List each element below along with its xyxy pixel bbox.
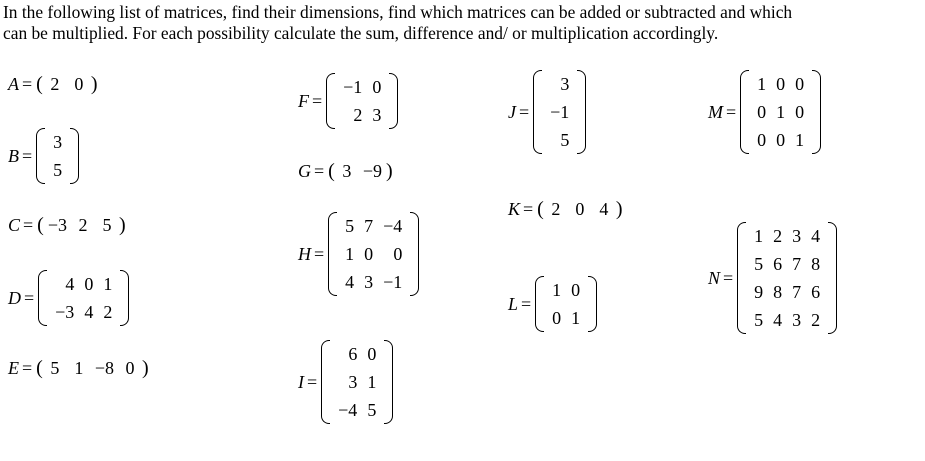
- matrix-grid: [337, 212, 410, 296]
- matrix-entry: 2: [103, 302, 113, 322]
- right-bracket: [812, 70, 821, 154]
- right-bracket: [389, 73, 398, 129]
- matrix-entry: 2: [78, 215, 88, 235]
- matrix-name: C: [8, 215, 21, 235]
- matrix-entry: 4: [84, 302, 94, 322]
- matrix-entry: −1: [343, 77, 363, 97]
- problem-statement-line-2: can be multiplied. For each possibility calculate the sum, difference and/ or multiplication accordingly.: [3, 23, 719, 43]
- matrix-grid: [749, 70, 812, 154]
- matrix-I: [298, 340, 393, 424]
- equals-sign: =: [521, 293, 532, 314]
- matrix-entry: 0: [74, 74, 84, 94]
- bracketed-matrix: [737, 222, 837, 334]
- matrix-entry: 3: [560, 74, 570, 94]
- matrix-entry: 4: [811, 226, 821, 246]
- left-parenthesis: (: [537, 198, 544, 220]
- matrix-entry: 0: [552, 308, 562, 328]
- right-parenthesis: ): [119, 214, 126, 236]
- matrix-entry: 0: [372, 77, 382, 97]
- right-bracket: [828, 222, 837, 334]
- matrix-entry: 8: [811, 254, 821, 274]
- equals-sign: =: [726, 101, 737, 122]
- matrix-entry: 3: [342, 161, 352, 181]
- matrix-entry: −1: [383, 272, 403, 292]
- matrix-entry: 0: [367, 344, 377, 364]
- matrix-entry: 3: [372, 105, 382, 125]
- matrix-entry: 0: [795, 102, 805, 122]
- matrix-entry: −1: [550, 102, 570, 122]
- left-bracket: [321, 340, 330, 424]
- matrix-entry: −3: [47, 215, 67, 235]
- row-vector: [36, 73, 97, 96]
- matrix-name: F: [298, 90, 309, 111]
- matrix-entry: 1: [345, 244, 355, 264]
- matrix-entry: 4: [599, 199, 609, 219]
- matrix-entry: 1: [795, 130, 805, 150]
- matrix-A: [8, 73, 98, 96]
- matrix-name: D: [8, 287, 21, 308]
- matrix-entry: 1: [571, 308, 581, 328]
- matrix-grid: [330, 340, 384, 424]
- equals-sign: =: [22, 145, 33, 166]
- matrix-entry: 0: [795, 74, 805, 94]
- equals-sign: =: [519, 101, 530, 122]
- matrix-entry: 0: [757, 102, 767, 122]
- matrix-entry: 5: [345, 216, 355, 236]
- left-parenthesis: (: [328, 160, 335, 182]
- bracketed-matrix: [740, 70, 821, 154]
- matrix-N: [708, 222, 837, 334]
- equals-sign: =: [22, 358, 33, 378]
- right-bracket: [588, 276, 597, 332]
- matrix-entry: 0: [125, 358, 135, 378]
- matrix-entry: 5: [102, 215, 112, 235]
- left-bracket: [36, 128, 45, 184]
- matrix-name: J: [508, 101, 516, 122]
- matrix-entry: −3: [55, 302, 75, 322]
- matrix-entry: 7: [792, 254, 802, 274]
- matrix-name: M: [708, 101, 723, 122]
- right-parenthesis: ): [141, 357, 149, 379]
- left-bracket: [533, 70, 542, 154]
- matrix-entry: 1: [367, 372, 377, 392]
- matrix-J: [508, 70, 586, 154]
- equals-sign: =: [22, 74, 33, 94]
- matrix-entry: 1: [776, 102, 786, 122]
- bracketed-matrix: [321, 340, 393, 424]
- matrix-grid: [746, 222, 828, 334]
- matrix-name: K: [508, 199, 521, 219]
- matrix-entry: 3: [792, 310, 802, 330]
- matrix-entry: 5: [754, 254, 764, 274]
- matrix-entry: 1: [552, 280, 562, 300]
- matrix-E: [8, 357, 149, 380]
- bracketed-matrix: [328, 212, 419, 296]
- matrix-entry: 8: [773, 282, 783, 302]
- matrix-entry: 6: [773, 254, 783, 274]
- matrix-entry: 1: [757, 74, 767, 94]
- equals-sign: =: [24, 287, 35, 308]
- right-parenthesis: ): [385, 160, 393, 182]
- matrix-entry: 3: [792, 226, 802, 246]
- matrix-H: [298, 212, 419, 296]
- matrix-entry: 0: [776, 130, 786, 150]
- right-parenthesis: ): [615, 198, 623, 220]
- matrix-entry: 3: [364, 272, 374, 292]
- matrix-grid: [542, 70, 577, 154]
- bracketed-matrix: [326, 73, 398, 129]
- bracketed-matrix: [533, 70, 586, 154]
- right-bracket: [70, 128, 79, 184]
- matrix-entry: 0: [84, 274, 94, 294]
- row-vector: [328, 160, 393, 183]
- matrix-entry: 0: [364, 244, 374, 264]
- matrix-M: [708, 70, 821, 154]
- left-bracket: [740, 70, 749, 154]
- equals-sign: =: [312, 90, 323, 111]
- equals-sign: =: [314, 243, 325, 264]
- matrix-name: A: [8, 74, 19, 94]
- matrix-entry: 5: [754, 310, 764, 330]
- matrix-L: [508, 276, 597, 332]
- matrix-entry: 3: [348, 372, 358, 392]
- left-parenthesis: (: [36, 357, 43, 379]
- matrix-grid: [47, 270, 120, 326]
- right-bracket: [410, 212, 419, 296]
- matrix-entry: 1: [754, 226, 764, 246]
- matrix-entry: 4: [65, 274, 75, 294]
- matrix-entry: 5: [50, 358, 60, 378]
- matrix-entry: 7: [792, 282, 802, 302]
- matrix-name: I: [298, 371, 304, 392]
- equals-sign: =: [23, 215, 34, 235]
- matrix-entry: 2: [773, 226, 783, 246]
- matrix-name: G: [298, 161, 311, 181]
- matrix-entry: 1: [103, 274, 113, 294]
- matrix-entry: 0: [776, 74, 786, 94]
- right-bracket: [120, 270, 129, 326]
- left-bracket: [328, 212, 337, 296]
- matrix-entry: 1: [74, 358, 84, 378]
- left-bracket: [326, 73, 335, 129]
- matrix-G: [298, 160, 393, 183]
- right-parenthesis: ): [90, 73, 98, 95]
- matrix-entry: 6: [348, 344, 358, 364]
- matrix-entry: 2: [551, 199, 561, 219]
- left-parenthesis: (: [36, 73, 43, 95]
- row-vector: [36, 357, 149, 380]
- matrix-name: N: [708, 267, 721, 288]
- left-parenthesis: (: [37, 214, 44, 236]
- matrix-entry: 6: [811, 282, 821, 302]
- matrix-name: B: [8, 145, 19, 166]
- matrix-entry: 9: [754, 282, 764, 302]
- matrix-C: [8, 214, 126, 237]
- matrix-entry: 2: [50, 74, 60, 94]
- matrix-entry: 0: [393, 244, 403, 264]
- matrix-name: E: [8, 358, 19, 378]
- row-vector: [537, 198, 622, 221]
- matrix-entry: −9: [362, 161, 382, 181]
- bracketed-matrix: [535, 276, 597, 332]
- matrix-entry: 7: [364, 216, 374, 236]
- row-vector: [37, 214, 126, 237]
- problem-statement-line-1: In the following list of matrices, find their dimensions, find which matrices can be added or subtracted and which: [3, 2, 793, 22]
- matrix-grid: [335, 73, 389, 129]
- matrix-entry: −4: [383, 216, 403, 236]
- right-bracket: [577, 70, 586, 154]
- right-bracket: [384, 340, 393, 424]
- matrix-entry: 5: [560, 130, 570, 150]
- matrix-F: [298, 73, 398, 129]
- problem-statement: [3, 2, 921, 44]
- left-bracket: [535, 276, 544, 332]
- matrix-name: L: [508, 293, 519, 314]
- matrix-entry: −4: [338, 400, 358, 420]
- matrix-K: [508, 198, 623, 221]
- left-bracket: [38, 270, 47, 326]
- matrix-entry: 4: [345, 272, 355, 292]
- left-bracket: [737, 222, 746, 334]
- matrix-entry: 4: [773, 310, 783, 330]
- matrix-entry: 2: [811, 310, 821, 330]
- matrix-entry: 5: [53, 160, 63, 180]
- matrix-entry: 0: [757, 130, 767, 150]
- equals-sign: =: [523, 199, 534, 219]
- bracketed-matrix: [38, 270, 129, 326]
- matrix-entry: 2: [353, 105, 363, 125]
- matrix-entry: −8: [94, 358, 114, 378]
- matrix-entry: 0: [571, 280, 581, 300]
- matrix-B: [8, 128, 79, 184]
- equals-sign: =: [723, 267, 734, 288]
- matrix-entry: 3: [53, 132, 63, 152]
- matrix-entry: 0: [575, 199, 585, 219]
- matrix-name: H: [298, 243, 311, 264]
- equals-sign: =: [307, 371, 318, 392]
- matrix-grid: [544, 276, 588, 332]
- matrix-D: [8, 270, 129, 326]
- matrix-grid: [45, 128, 70, 184]
- equals-sign: =: [314, 161, 325, 181]
- matrix-entry: 5: [367, 400, 377, 420]
- bracketed-matrix: [36, 128, 79, 184]
